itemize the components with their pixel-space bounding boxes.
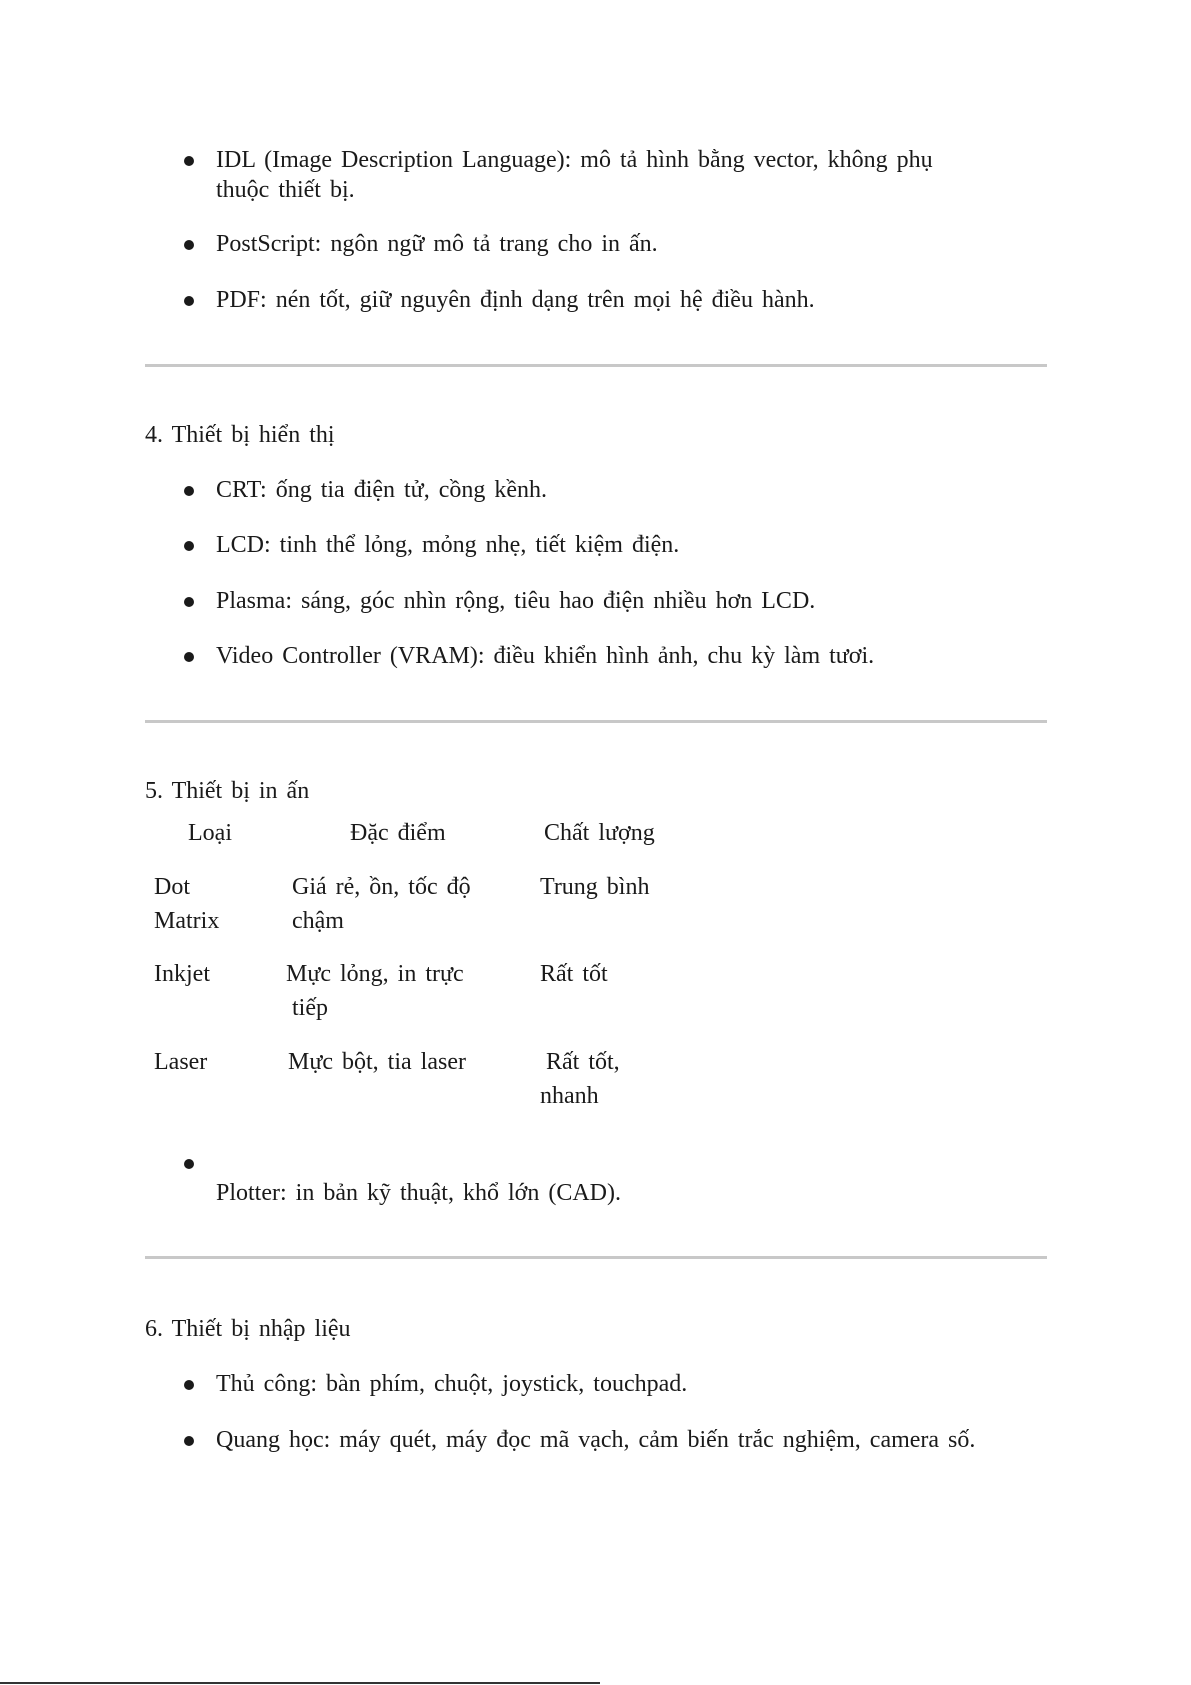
section-divider	[145, 1256, 1047, 1259]
table-cell-type	[154, 957, 210, 991]
table-cell-feature	[288, 1045, 466, 1079]
bullet-icon	[184, 486, 194, 496]
list-item-plotter: Plotter: in bản kỹ thuật, khổ lớn (CAD).	[216, 1180, 621, 1206]
bullet-icon	[184, 240, 194, 250]
cell-line: Dot	[154, 874, 190, 900]
list-item-text: PostScript: ngôn ngữ mô tả trang cho in ấn.	[216, 231, 658, 257]
cell-line: Mực lỏng, in trực	[286, 961, 464, 987]
bullet-icon	[184, 1380, 194, 1390]
list-item-plasma: Plasma: sáng, góc nhìn rộng, tiêu hao điện nhiều hơn LCD.	[216, 588, 816, 614]
list-item-manual: Thủ công: bàn phím, chuột, joystick, touchpad.	[216, 1371, 688, 1397]
table-cell-type	[154, 1045, 207, 1079]
cell-line: Inkjet	[154, 961, 210, 987]
cell-line: chậm	[292, 908, 344, 934]
cell-line: Rất tốt,	[546, 1049, 620, 1075]
list-item-text: PDF: nén tốt, giữ nguyên định dạng trên mọi hệ điều hành.	[216, 287, 815, 313]
list-item-postscript	[216, 229, 658, 259]
list-item-text: IDL (Image Description Language): mô tả hình bằng vector, không phụ	[216, 147, 933, 173]
cell-line: Rất tốt	[540, 961, 608, 987]
bullet-icon	[184, 1159, 194, 1169]
list-item-pdf	[216, 285, 815, 315]
list-item-video-controller: Video Controller (VRAM): điều khiển hình ảnh, chu kỳ làm tươi.	[216, 643, 875, 669]
list-item-lcd: LCD: tinh thể lỏng, mỏng nhẹ, tiết kiệm điện.	[216, 532, 680, 558]
bullet-icon	[184, 296, 194, 306]
section-heading: 6. Thiết bị nhập liệu	[145, 1316, 351, 1342]
list-item-crt: CRT: ống tia điện tử, cồng kềnh.	[216, 477, 547, 503]
section-heading: 4. Thiết bị hiển thị	[145, 422, 335, 448]
table-header-feature: Đặc điểm	[350, 820, 446, 846]
cell-line: Trung bình	[540, 874, 650, 900]
section-heading: 5. Thiết bị in ấn	[145, 778, 310, 804]
cell-line: Mực bột, tia laser	[288, 1049, 466, 1075]
table-header-quality: Chất lượng	[544, 820, 655, 846]
bullet-icon	[184, 156, 194, 166]
bullet-icon	[184, 1436, 194, 1446]
list-item-idl-continuation	[216, 175, 355, 205]
cell-line: Matrix	[154, 908, 220, 934]
table-cell-feature	[292, 870, 471, 938]
cell-line: Laser	[154, 1049, 208, 1075]
cell-line: tiếp	[292, 995, 328, 1021]
cell-line: Giá rẻ, ồn, tốc độ	[292, 874, 471, 900]
page-bottom-edge	[0, 1682, 600, 1684]
cell-line: nhanh	[540, 1083, 599, 1109]
bullet-icon	[184, 652, 194, 662]
bullet-icon	[184, 541, 194, 551]
table-cell-quality	[540, 870, 649, 904]
table-header-type: Loại	[188, 820, 232, 846]
table-cell-quality	[540, 957, 608, 991]
section-divider	[145, 364, 1047, 367]
list-item-text: thuộc thiết bị.	[216, 177, 355, 203]
bullet-icon	[184, 597, 194, 607]
list-item-idl	[216, 145, 933, 175]
table-cell-feature	[286, 957, 464, 1025]
list-item-optical: Quang học: máy quét, máy đọc mã vạch, cảm biến trắc nghiệm, camera số.	[216, 1427, 976, 1453]
table-cell-type	[154, 870, 219, 938]
section-divider	[145, 720, 1047, 723]
table-cell-quality	[540, 1045, 620, 1113]
